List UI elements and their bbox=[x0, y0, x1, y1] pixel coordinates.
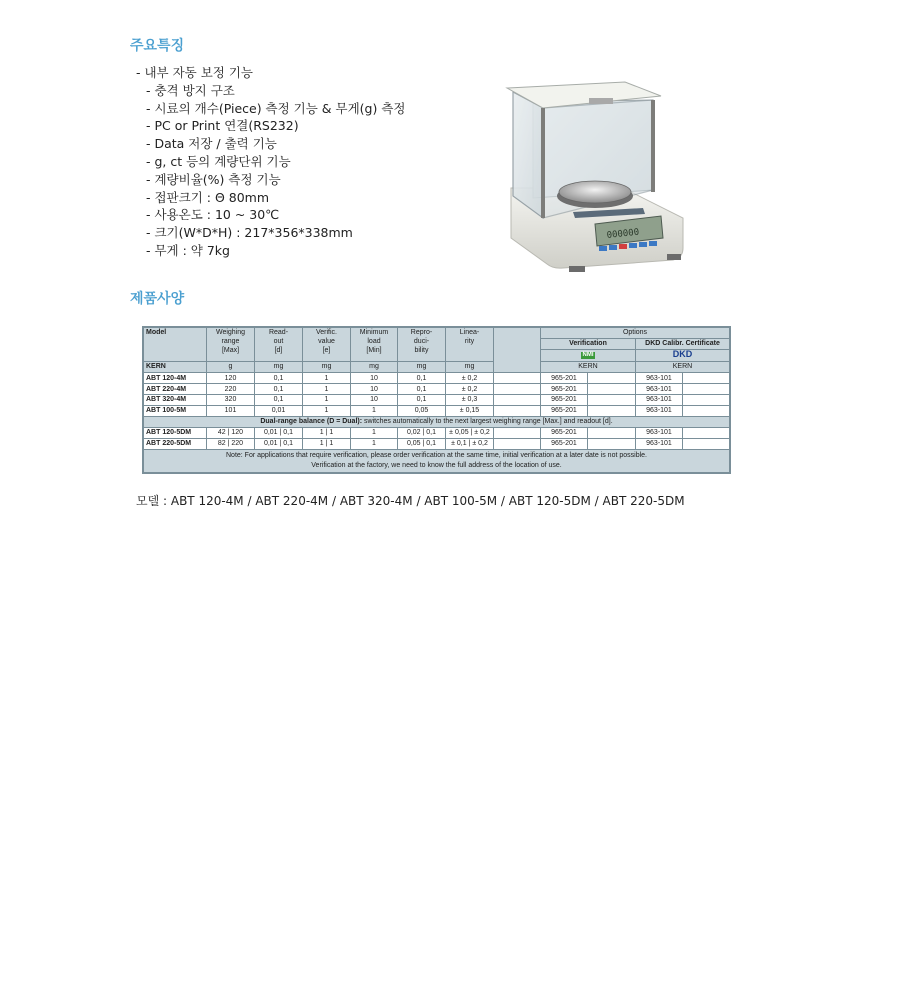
nmi-logo-cell bbox=[541, 349, 636, 361]
cell-repro: 0,1 bbox=[398, 373, 446, 384]
cell-linearity: ± 0,2 bbox=[446, 373, 494, 384]
cell-empty bbox=[683, 438, 730, 449]
nmi-logo-icon: NMI bbox=[582, 351, 594, 358]
spec-table bbox=[142, 326, 731, 474]
cell-empty bbox=[588, 395, 636, 406]
cell-empty bbox=[588, 427, 636, 438]
cell-minimum: 1 bbox=[351, 438, 398, 449]
model-list: 모델 : ABT 120-4M / ABT 220-4M / ABT 320-4M / ABT 100-5M / ABT 120-5DM / ABT 220-5DM bbox=[136, 494, 685, 508]
dkd-logo-icon: DKD bbox=[672, 349, 693, 359]
cell-minimum: 10 bbox=[351, 395, 398, 406]
cell-blank bbox=[494, 373, 541, 384]
table-row bbox=[144, 438, 730, 449]
features-list bbox=[136, 64, 405, 260]
table-row bbox=[144, 395, 730, 406]
unit-minimum: mg bbox=[351, 362, 398, 373]
cell-weighing: 82 | 220 bbox=[207, 438, 255, 449]
cell-model: ABT 320-4M bbox=[144, 395, 207, 406]
cell-readout: 0,1 bbox=[255, 384, 303, 395]
cell-repro: 0,02 | 0,1 bbox=[398, 427, 446, 438]
verification-note: Note: For applications that require verification, please order verification at the same time, initial verification at a later date is not possible. Verification at the factory, we need to know the full address of the location of use. bbox=[144, 449, 730, 472]
table-row bbox=[144, 427, 730, 438]
cell-empty bbox=[683, 395, 730, 406]
cell-verification: 965-201 bbox=[541, 373, 588, 384]
feature-item: - 무게 : 약 7kg bbox=[146, 242, 230, 258]
feature-item: - 시료의 개수(Piece) 측정 기능 & 무게(g) 측정 bbox=[146, 100, 406, 116]
dkd-logo-cell bbox=[636, 349, 730, 361]
unit-kern: KERN bbox=[144, 362, 207, 373]
dual-range-note: Dual-range balance (D = Dual): switches automatically to the next largest weighing range [Max.] and readout [d]. bbox=[144, 416, 730, 427]
cell-verification: 965-201 bbox=[541, 438, 588, 449]
header-verific: Verific. value [e] bbox=[303, 328, 351, 362]
cell-repro: 0,05 bbox=[398, 405, 446, 416]
header-minimum: Minimum load [Min] bbox=[351, 328, 398, 362]
cell-model: ABT 220-5DM bbox=[144, 438, 207, 449]
cell-model: ABT 120-5DM bbox=[144, 427, 207, 438]
cell-weighing: 120 bbox=[207, 373, 255, 384]
cell-readout: 0,01 | 0,1 bbox=[255, 438, 303, 449]
cell-linearity: ± 0,2 bbox=[446, 384, 494, 395]
cell-empty bbox=[683, 405, 730, 416]
unit-verification-brand: KERN bbox=[541, 362, 636, 373]
cell-readout: 0,1 bbox=[255, 395, 303, 406]
cell-repro: 0,1 bbox=[398, 395, 446, 406]
header-readout: Read- out [d] bbox=[255, 328, 303, 362]
cell-repro: 0,1 bbox=[398, 384, 446, 395]
cell-readout: 0,01 | 0,1 bbox=[255, 427, 303, 438]
feature-item: - 크기(W*D*H) : 217*356*338mm bbox=[146, 225, 353, 241]
spec-heading: 제품사양 bbox=[130, 291, 185, 307]
table-row bbox=[144, 384, 730, 395]
header-weighing: Weighing range [Max] bbox=[207, 328, 255, 362]
cell-blank bbox=[494, 384, 541, 395]
cell-blank bbox=[494, 438, 541, 449]
cell-weighing: 101 bbox=[207, 405, 255, 416]
features-heading: 주요특징 bbox=[130, 38, 185, 54]
feature-item: - 충격 방지 구조 bbox=[146, 82, 235, 98]
cell-linearity: ± 0,15 bbox=[446, 405, 494, 416]
cell-verification: 965-201 bbox=[541, 384, 588, 395]
cell-linearity: ± 0,3 bbox=[446, 395, 494, 406]
cell-weighing: 320 bbox=[207, 395, 255, 406]
cell-empty bbox=[588, 438, 636, 449]
feature-item: - PC or Print 연결(RS232) bbox=[146, 118, 299, 134]
cell-minimum: 1 bbox=[351, 405, 398, 416]
feature-item: - g, ct 등의 계량단위 기능 bbox=[146, 153, 291, 169]
table-row bbox=[144, 405, 730, 416]
cell-weighing: 220 bbox=[207, 384, 255, 395]
feature-item: - 접판크기 : Θ 80mm bbox=[146, 189, 270, 205]
cell-dkd: 963-101 bbox=[636, 373, 683, 384]
cell-empty bbox=[683, 427, 730, 438]
cell-dkd: 963-101 bbox=[636, 395, 683, 406]
cell-model: ABT 100-5M bbox=[144, 405, 207, 416]
header-linearity: Linea- rity bbox=[446, 328, 494, 362]
unit-repro: mg bbox=[398, 362, 446, 373]
cell-model: ABT 120-4M bbox=[144, 373, 207, 384]
feature-item: - 내부 자동 보정 기능 bbox=[136, 65, 254, 80]
cell-dkd: 963-101 bbox=[636, 427, 683, 438]
feature-item: - Data 저장 / 출력 기능 bbox=[146, 136, 277, 152]
feature-item: - 계량비율(%) 측정 기능 bbox=[146, 171, 281, 187]
cell-dkd: 963-101 bbox=[636, 438, 683, 449]
cell-blank bbox=[494, 395, 541, 406]
cell-repro: 0,05 | 0,1 bbox=[398, 438, 446, 449]
unit-verific: mg bbox=[303, 362, 351, 373]
cell-readout: 0,01 bbox=[255, 405, 303, 416]
cell-minimum: 10 bbox=[351, 384, 398, 395]
cell-empty bbox=[588, 384, 636, 395]
feature-item: - 사용온도 : 10 ~ 30℃ bbox=[146, 207, 280, 223]
cell-linearity: ± 0,1 | ± 0,2 bbox=[446, 438, 494, 449]
cell-minimum: 1 bbox=[351, 427, 398, 438]
balance-display-readout: 000000 bbox=[606, 227, 640, 241]
cell-linearity: ± 0,05 | ± 0,2 bbox=[446, 427, 494, 438]
unit-linearity: mg bbox=[446, 362, 494, 373]
cell-blank bbox=[494, 427, 541, 438]
unit-weighing: g bbox=[207, 362, 255, 373]
header-verification: Verification bbox=[541, 338, 636, 349]
header-options: Options bbox=[541, 328, 730, 339]
header-blank bbox=[494, 328, 541, 373]
cell-verific: 1 bbox=[303, 405, 351, 416]
cell-dkd: 963-101 bbox=[636, 384, 683, 395]
cell-verific: 1 bbox=[303, 373, 351, 384]
unit-dkd-brand: KERN bbox=[636, 362, 730, 373]
cell-verification: 965-201 bbox=[541, 395, 588, 406]
table-row bbox=[144, 373, 730, 384]
cell-verific: 1 | 1 bbox=[303, 438, 351, 449]
cell-verific: 1 bbox=[303, 395, 351, 406]
cell-dkd: 963-101 bbox=[636, 405, 683, 416]
cell-empty bbox=[683, 384, 730, 395]
cell-verification: 965-201 bbox=[541, 405, 588, 416]
unit-readout: mg bbox=[255, 362, 303, 373]
header-model: Model bbox=[144, 328, 207, 362]
cell-empty bbox=[588, 373, 636, 384]
header-repro: Repro- duci- bility bbox=[398, 328, 446, 362]
cell-verific: 1 bbox=[303, 384, 351, 395]
cell-model: ABT 220-4M bbox=[144, 384, 207, 395]
cell-weighing: 42 | 120 bbox=[207, 427, 255, 438]
balance-product-image bbox=[503, 78, 689, 275]
cell-readout: 0,1 bbox=[255, 373, 303, 384]
cell-empty bbox=[683, 373, 730, 384]
header-dkd: DKD Calibr. Certificate bbox=[636, 338, 730, 349]
cell-verific: 1 | 1 bbox=[303, 427, 351, 438]
cell-empty bbox=[588, 405, 636, 416]
cell-verification: 965-201 bbox=[541, 427, 588, 438]
cell-minimum: 10 bbox=[351, 373, 398, 384]
cell-blank bbox=[494, 405, 541, 416]
